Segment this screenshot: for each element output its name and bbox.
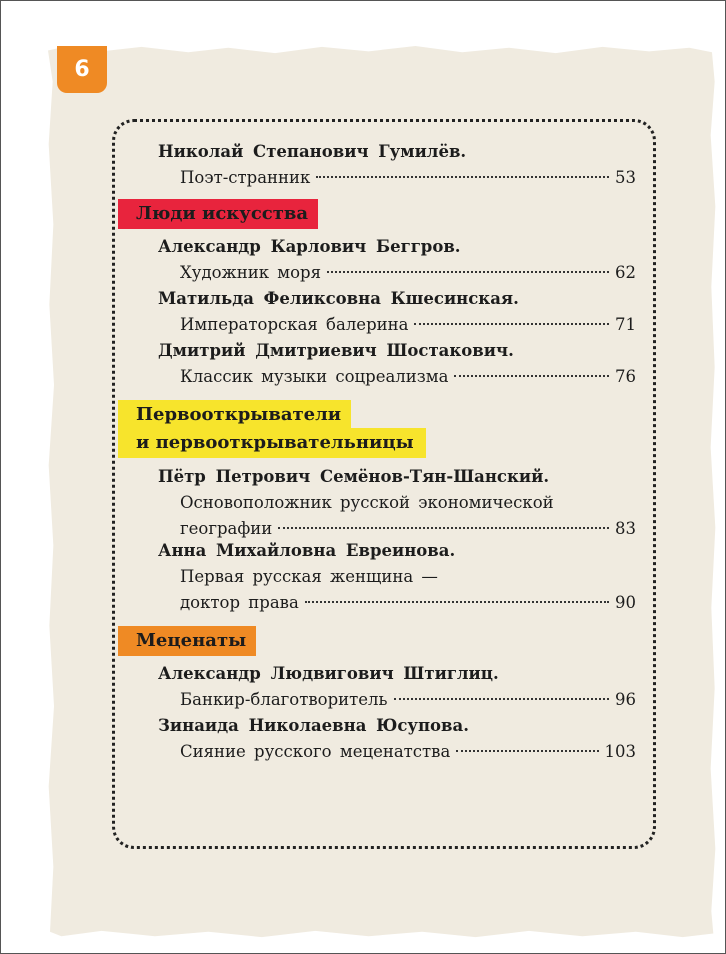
entry-title-line1: Основоположник русской экономической	[180, 493, 554, 512]
toc-entry-gumilev[interactable]	[158, 139, 636, 191]
entry-title: Банкир-благотворитель	[180, 690, 388, 709]
dot-leader	[316, 176, 609, 178]
page-number: 6	[74, 57, 90, 82]
entry-author: Матильда Феликсовна Кшесинская.	[158, 289, 519, 308]
dot-leader	[394, 698, 609, 700]
toc-entry-semenov[interactable]	[158, 464, 636, 542]
toc-entry-evreinova[interactable]	[158, 538, 636, 616]
entry-page: 83	[615, 519, 636, 538]
section-heading-discoverers-line2: и первооткрывательницы	[118, 428, 426, 458]
entry-title: Классик музыки соцреализма	[180, 367, 449, 386]
entry-title-line2: географии	[180, 519, 273, 538]
entry-author: Александр Людвигович Штиглиц.	[158, 664, 499, 683]
entry-page: 90	[615, 593, 636, 612]
toc-entry-beggrov[interactable]	[158, 234, 636, 286]
entry-title-line2: доктор права	[180, 593, 299, 612]
toc-entry-stieglitz[interactable]	[158, 661, 636, 713]
dot-leader	[327, 271, 609, 273]
entry-title-line1: Первая русская женщина —	[180, 567, 438, 586]
dot-leader	[414, 323, 609, 325]
entry-author: Зинаида Николаевна Юсупова.	[158, 716, 469, 735]
entry-author: Александр Карлович Беггров.	[158, 237, 461, 256]
toc-entry-yusupova[interactable]	[158, 713, 636, 765]
dot-leader	[305, 601, 609, 603]
entry-page: 103	[604, 742, 636, 761]
entry-author: Дмитрий Дмитриевич Шостакович.	[158, 341, 514, 360]
entry-page: 62	[615, 263, 636, 282]
entry-author: Анна Михайловна Евреинова.	[158, 541, 456, 560]
page-number-badge	[57, 46, 107, 93]
entry-page: 76	[615, 367, 636, 386]
entry-title: Поэт-странник	[180, 168, 311, 187]
entry-page: 71	[615, 315, 636, 334]
entry-author: Пётр Петрович Семёнов-Тян-Шанский.	[158, 467, 550, 486]
entry-page: 53	[615, 168, 636, 187]
section-heading-discoverers-line1: Первооткрыватели	[118, 400, 351, 430]
entry-title: Художник моря	[180, 263, 322, 282]
entry-title: Императорская балерина	[180, 315, 409, 334]
dot-leader	[456, 750, 598, 752]
dot-leader	[454, 375, 609, 377]
entry-author: Николай Степанович Гумилёв.	[158, 142, 467, 161]
toc-entry-shostakovich[interactable]	[158, 338, 636, 390]
section-heading-patrons: Меценаты	[118, 626, 256, 656]
entry-title: Сияние русского меценатства	[180, 742, 451, 761]
section-heading-art: Люди искусства	[118, 199, 318, 229]
dot-leader	[278, 527, 609, 529]
entry-page: 96	[615, 690, 636, 709]
toc-entry-kshesinskaya[interactable]	[158, 286, 636, 338]
